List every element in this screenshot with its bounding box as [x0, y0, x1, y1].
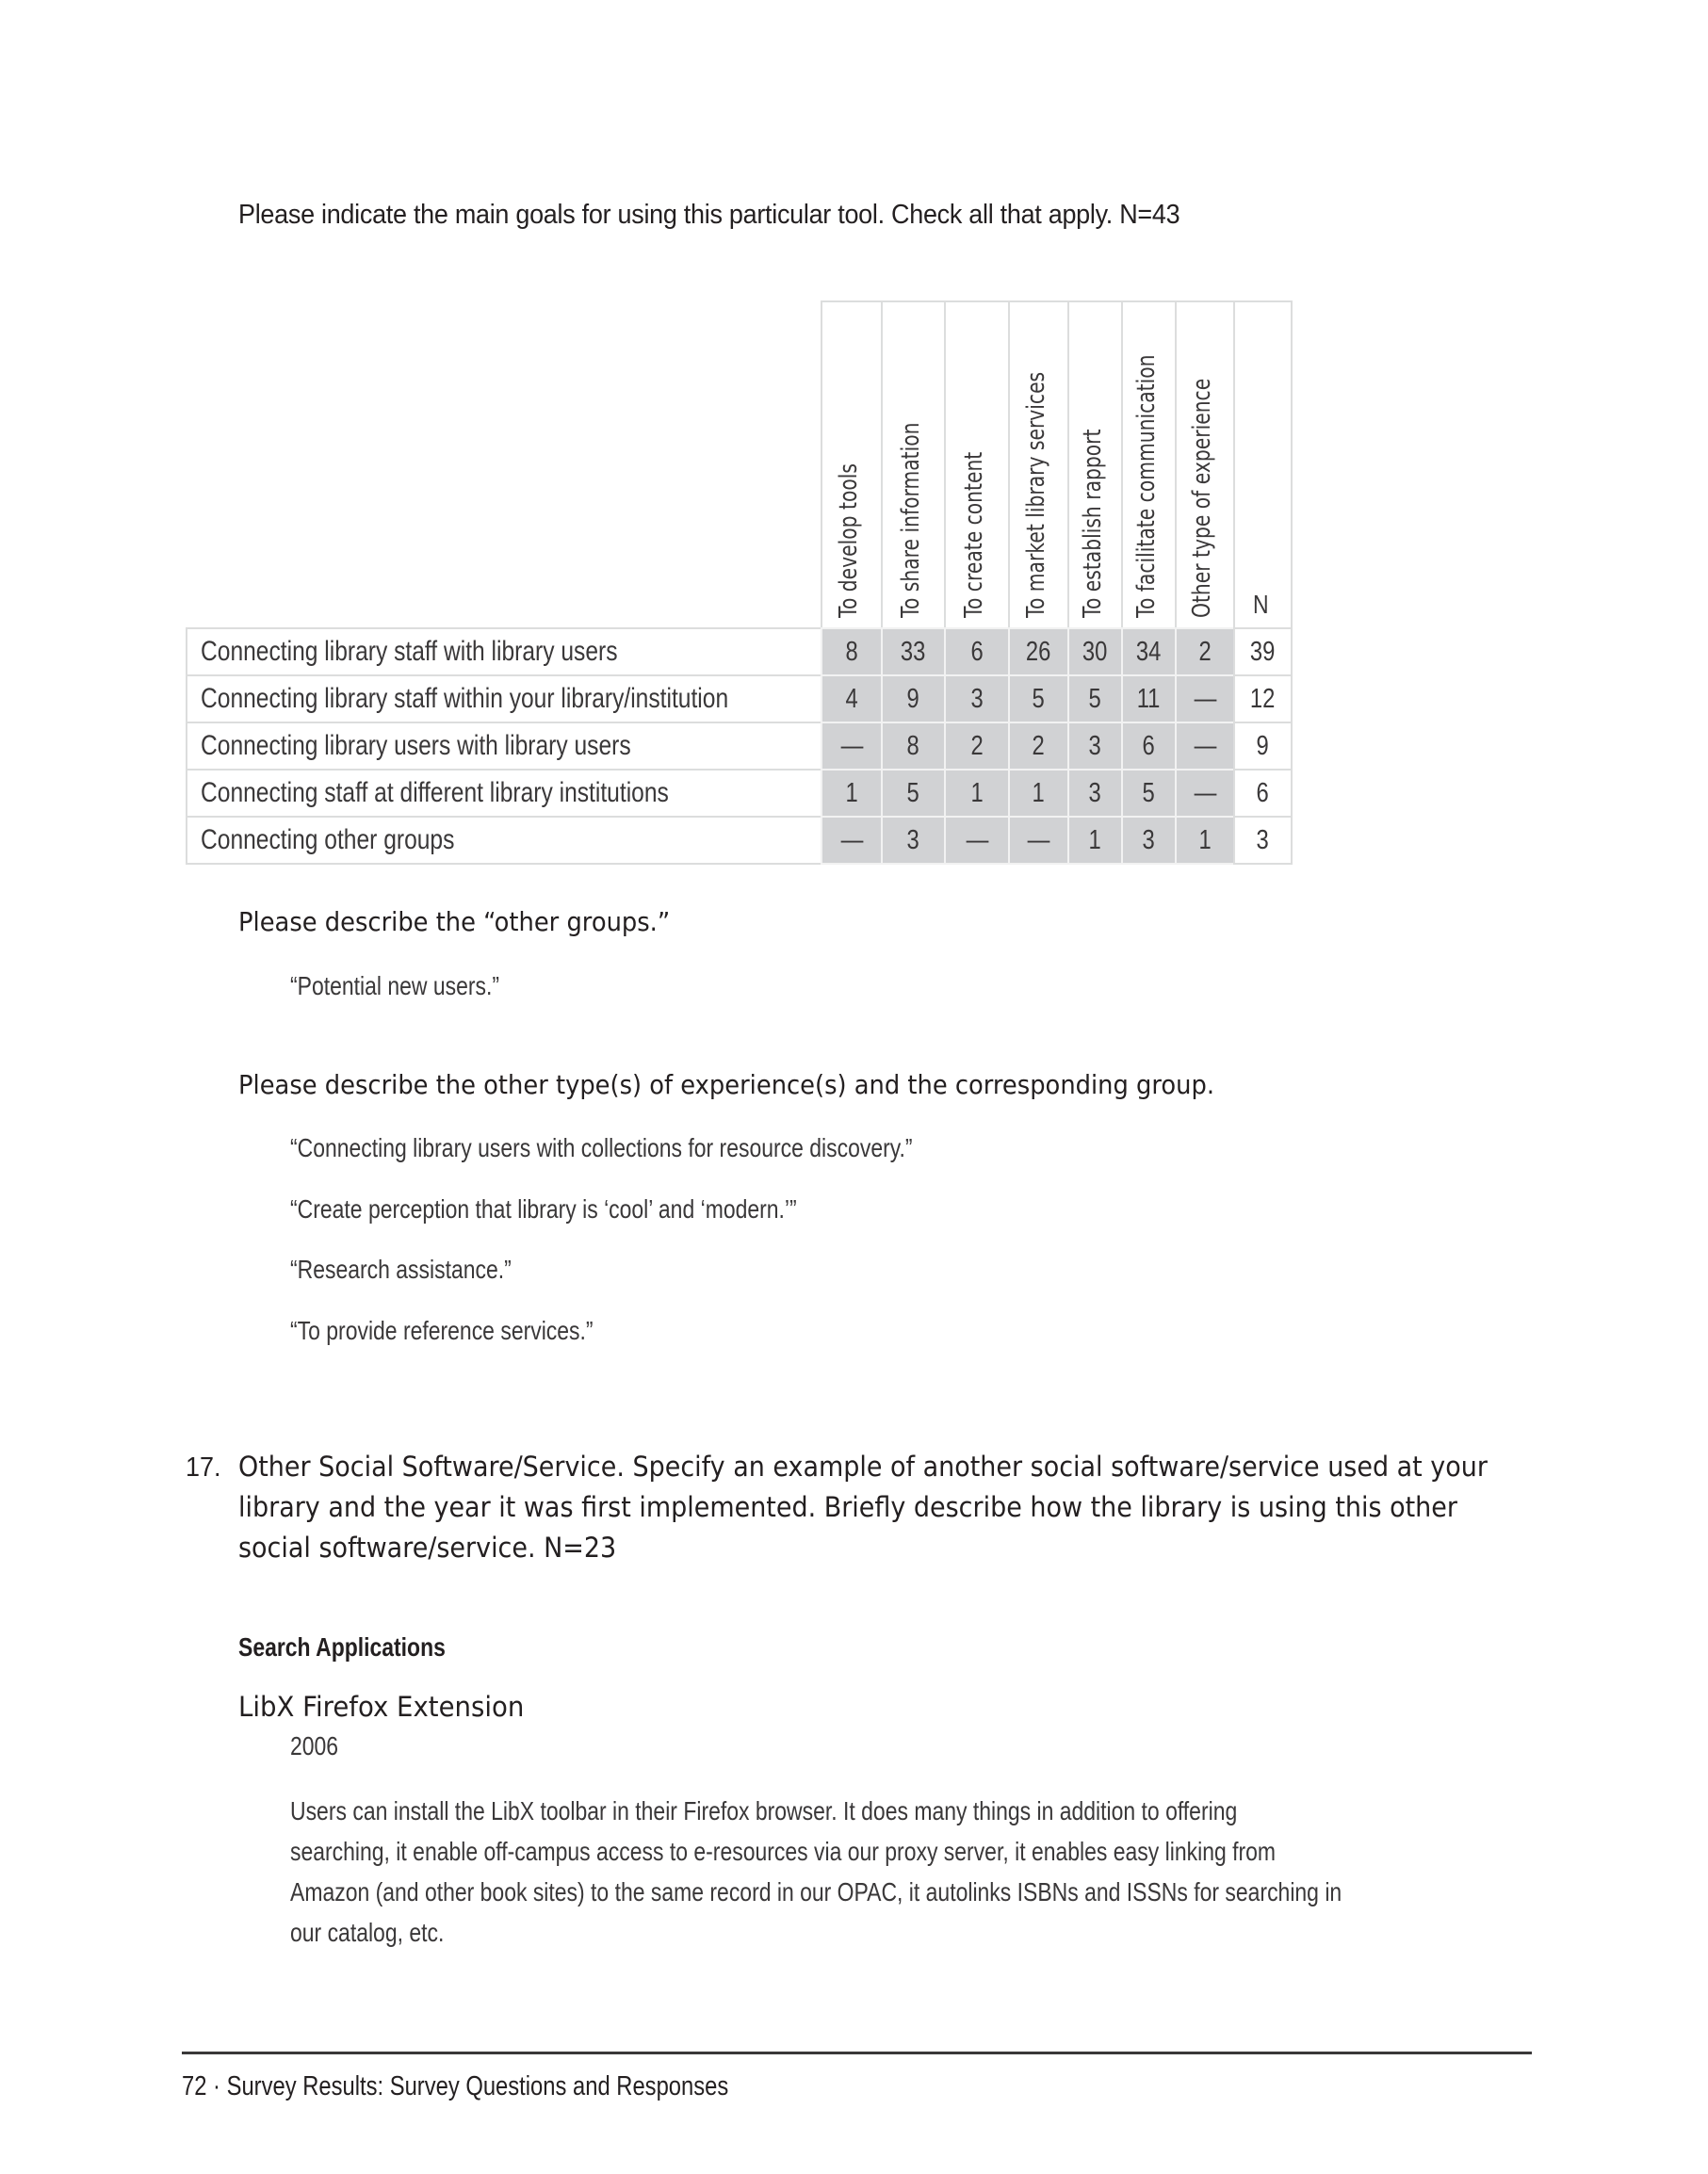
table-cell: 6 [1121, 722, 1177, 771]
response-quote: “Connecting library users with collections for resource discovery.” [290, 1133, 913, 1162]
row-label: Connecting other groups [186, 816, 822, 865]
column-header-market-library-services: To market library services [1008, 300, 1069, 629]
table-cell: — [1175, 769, 1235, 818]
table-cell: 8 [881, 722, 946, 771]
table-cell: 2 [1175, 627, 1235, 676]
table-cell: 8 [821, 627, 883, 676]
response-quote: “Potential new users.” [290, 971, 500, 1000]
tool-description: Users can install the LibX toolbar in their Firefox browser. It does many things in addition to offering searching, it enable off-campus access to e-resources via our proxy server, it enables easy linking from Amazon (and other book sites) to the same record in our OPAC, it autolinks ISBNs and ISSNs for searching in our catalog, etc. [290, 1796, 1342, 1947]
table-cell: — [821, 816, 883, 865]
table-cell: 2 [944, 722, 1010, 771]
table-cell-n: 39 [1233, 627, 1293, 676]
row-label: Connecting library users with library users [186, 722, 822, 771]
table-cell: 1 [944, 769, 1010, 818]
column-header-share-information: To share information [881, 300, 946, 629]
other-experience-question: Please describe the other type(s) of experience(s) and the corresponding group. [238, 1069, 1215, 1100]
table-cell: 6 [944, 627, 1010, 676]
table-cell: 4 [821, 674, 883, 723]
table-cell: 1 [1175, 816, 1235, 865]
table-cell: 5 [881, 769, 946, 818]
table-cell-n: 9 [1233, 722, 1293, 771]
table-cell: — [1008, 816, 1069, 865]
page-footer: 72 · Survey Results: Survey Questions and Responses [182, 2071, 729, 2101]
table-cell: 30 [1067, 627, 1123, 676]
table-cell: 11 [1121, 674, 1177, 723]
table-cell-n: 12 [1233, 674, 1293, 723]
table-cell: — [944, 816, 1010, 865]
category-heading: Search Applications [238, 1632, 446, 1662]
footer-divider [182, 2052, 1532, 2054]
table-cell: 5 [1067, 674, 1123, 723]
question-17-number: 17. [186, 1452, 221, 1483]
column-header-establish-rapport: To establish rapport [1067, 300, 1123, 629]
table-cell: — [1175, 722, 1235, 771]
row-label: Connecting library staff with library users [186, 627, 822, 676]
table-cell: 3 [881, 816, 946, 865]
table-cell: 3 [944, 674, 1010, 723]
response-quote: “Research assistance.” [290, 1255, 512, 1284]
column-header-n: N [1233, 300, 1293, 629]
table-cell: 3 [1067, 722, 1123, 771]
table-cell: 33 [881, 627, 946, 676]
table-cell: 34 [1121, 627, 1177, 676]
response-quote: “To provide reference services.” [290, 1316, 594, 1345]
table-cell: 9 [881, 674, 946, 723]
tool-year: 2006 [290, 1731, 339, 1760]
table-cell: 3 [1067, 769, 1123, 818]
table-cell: 2 [1008, 722, 1069, 771]
response-quote: “Create perception that library is ‘cool’ and ‘modern.’” [290, 1194, 797, 1224]
table-cell-n: 6 [1233, 769, 1293, 818]
row-label: Connecting staff at different library institutions [186, 769, 822, 818]
table-cell-n: 3 [1233, 816, 1293, 865]
other-groups-question: Please describe the “other groups.” [238, 906, 671, 937]
column-header-facilitate-communication: To facilitate communication [1121, 300, 1177, 629]
table-cell: 26 [1008, 627, 1069, 676]
column-header-develop-tools: To develop tools [821, 300, 883, 629]
goals-question-title-text: Please indicate the main goals for using this particular tool. Check all that apply. N=43 [238, 200, 1180, 230]
question-17-text: Other Social Software/Service. Specify an example of another social software/service used at your library and the year it was first implemented. Briefly describe how the library is using this other social software/service. N=23 [238, 1451, 1488, 1564]
table-cell: 1 [821, 769, 883, 818]
row-label: Connecting library staff within your library/institution [186, 674, 822, 723]
table-cell: 1 [1008, 769, 1069, 818]
table-cell: 1 [1067, 816, 1123, 865]
column-header-create-content: To create content [944, 300, 1010, 629]
table-cell: 3 [1121, 816, 1177, 865]
table-cell: — [1175, 674, 1235, 723]
table-cell: — [821, 722, 883, 771]
column-header-other-experience: Other type of experience [1175, 300, 1235, 629]
table-cell: 5 [1008, 674, 1069, 723]
goals-question-title [238, 198, 1251, 231]
table-cell: 5 [1121, 769, 1177, 818]
tool-name: LibX Firefox Extension [238, 1691, 525, 1723]
